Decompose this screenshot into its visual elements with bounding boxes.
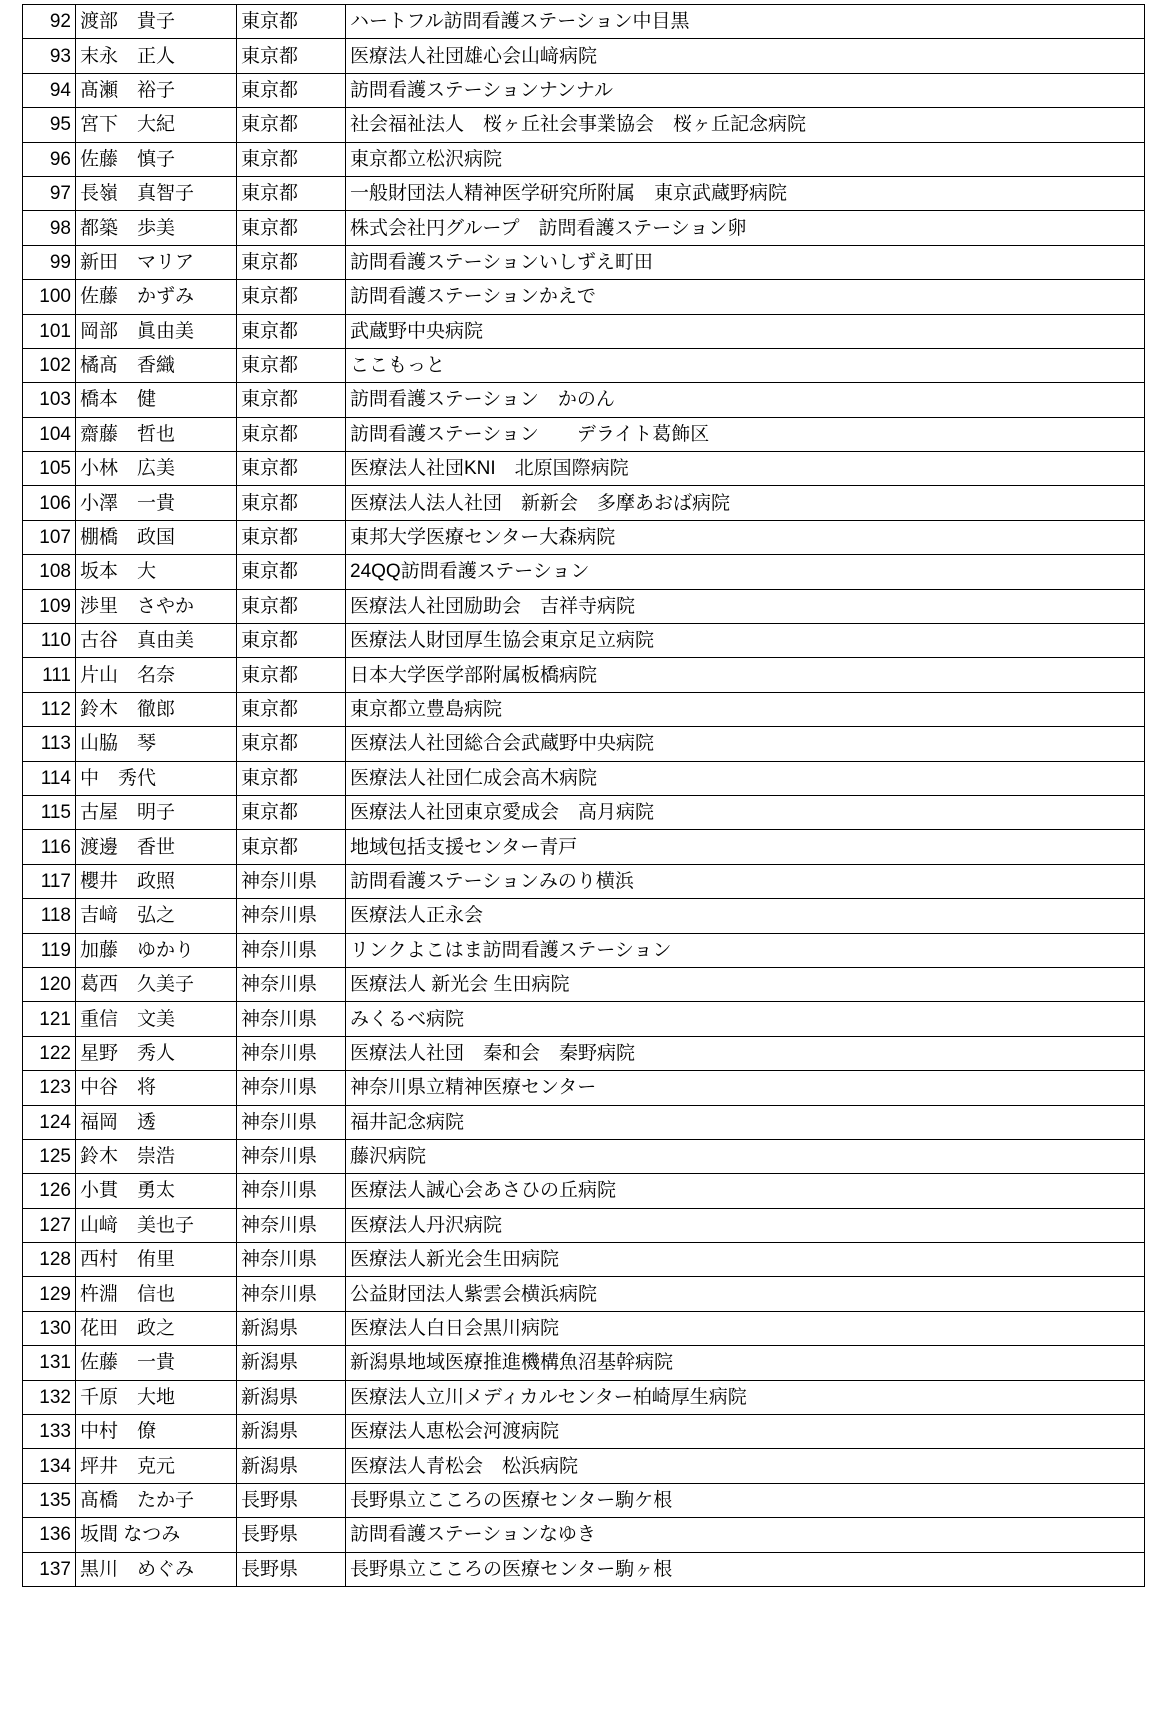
- cell-name: 髙橋 たか子: [76, 1483, 237, 1517]
- table-row: [23, 795, 1145, 829]
- cell-name: 橘髙 香織: [76, 348, 237, 382]
- cell-no: 95: [23, 108, 76, 142]
- cell-prefecture: 東京都: [237, 417, 346, 451]
- cell-organization: 医療法人社団仁成会高木病院: [346, 761, 1145, 795]
- cell-name: 吉﨑 弘之: [76, 899, 237, 933]
- cell-name: 長嶺 真智子: [76, 176, 237, 210]
- cell-name: 棚橋 政国: [76, 520, 237, 554]
- table-row: [23, 1346, 1145, 1380]
- table-row: [23, 39, 1145, 73]
- cell-prefecture: 東京都: [237, 795, 346, 829]
- cell-name: 重信 文美: [76, 1002, 237, 1036]
- cell-no: 109: [23, 589, 76, 623]
- cell-organization: 訪問看護ステーション デライト葛飾区: [346, 417, 1145, 451]
- cell-prefecture: 東京都: [237, 589, 346, 623]
- cell-no: 128: [23, 1243, 76, 1277]
- cell-no: 136: [23, 1518, 76, 1552]
- table-row: [23, 1518, 1145, 1552]
- table-row: [23, 211, 1145, 245]
- table-row: [23, 899, 1145, 933]
- cell-name: 宮下 大紀: [76, 108, 237, 142]
- cell-organization: 医療法人白日会黒川病院: [346, 1311, 1145, 1345]
- table-row: [23, 383, 1145, 417]
- cell-no: 120: [23, 967, 76, 1001]
- cell-organization: 医療法人立川メディカルセンター柏崎厚生病院: [346, 1380, 1145, 1414]
- cell-prefecture: 長野県: [237, 1552, 346, 1586]
- cell-prefecture: 東京都: [237, 348, 346, 382]
- cell-no: 106: [23, 486, 76, 520]
- cell-no: 119: [23, 933, 76, 967]
- table-row: [23, 486, 1145, 520]
- cell-no: 97: [23, 176, 76, 210]
- cell-no: 126: [23, 1174, 76, 1208]
- cell-organization: 医療法人社団KNI 北原国際病院: [346, 452, 1145, 486]
- cell-no: 108: [23, 555, 76, 589]
- cell-name: 小澤 一貴: [76, 486, 237, 520]
- cell-name: 佐藤 一貴: [76, 1346, 237, 1380]
- cell-no: 130: [23, 1311, 76, 1345]
- table-row: [23, 830, 1145, 864]
- cell-name: 齋藤 哲也: [76, 417, 237, 451]
- cell-organization: 株式会社円グループ 訪問看護ステーション卵: [346, 211, 1145, 245]
- cell-no: 114: [23, 761, 76, 795]
- table-row: [23, 73, 1145, 107]
- cell-prefecture: 神奈川県: [237, 1174, 346, 1208]
- cell-organization: 医療法人新光会生田病院: [346, 1243, 1145, 1277]
- cell-organization: 医療法人社団励助会 吉祥寺病院: [346, 589, 1145, 623]
- cell-no: 124: [23, 1105, 76, 1139]
- cell-name: 葛西 久美子: [76, 967, 237, 1001]
- cell-organization: 医療法人恵松会河渡病院: [346, 1415, 1145, 1449]
- cell-organization: 医療法人財団厚生協会東京足立病院: [346, 624, 1145, 658]
- cell-name: 橋本 健: [76, 383, 237, 417]
- cell-organization: 東京都立松沢病院: [346, 142, 1145, 176]
- cell-prefecture: 神奈川県: [237, 1105, 346, 1139]
- table-row: [23, 1071, 1145, 1105]
- cell-organization: 東京都立豊島病院: [346, 692, 1145, 726]
- cell-prefecture: 長野県: [237, 1483, 346, 1517]
- cell-name: 古谷 真由美: [76, 624, 237, 658]
- cell-organization: 医療法人誠心会あさひの丘病院: [346, 1174, 1145, 1208]
- cell-prefecture: 神奈川県: [237, 1277, 346, 1311]
- cell-prefecture: 神奈川県: [237, 864, 346, 898]
- cell-no: 122: [23, 1036, 76, 1070]
- cell-no: 131: [23, 1346, 76, 1380]
- cell-prefecture: 東京都: [237, 658, 346, 692]
- cell-no: 135: [23, 1483, 76, 1517]
- cell-name: 中谷 将: [76, 1071, 237, 1105]
- cell-prefecture: 東京都: [237, 108, 346, 142]
- cell-prefecture: 新潟県: [237, 1415, 346, 1449]
- cell-organization: 社会福祉法人 桜ヶ丘社会事業協会 桜ヶ丘記念病院: [346, 108, 1145, 142]
- cell-name: 小林 広美: [76, 452, 237, 486]
- cell-no: 132: [23, 1380, 76, 1414]
- cell-no: 125: [23, 1139, 76, 1173]
- table-row: [23, 176, 1145, 210]
- table-row: [23, 1105, 1145, 1139]
- cell-no: 117: [23, 864, 76, 898]
- cell-name: 加藤 ゆかり: [76, 933, 237, 967]
- cell-prefecture: 新潟県: [237, 1380, 346, 1414]
- cell-organization: 医療法人青松会 松浜病院: [346, 1449, 1145, 1483]
- table-row: [23, 1552, 1145, 1586]
- cell-name: 櫻井 政照: [76, 864, 237, 898]
- table-row: [23, 589, 1145, 623]
- cell-prefecture: 神奈川県: [237, 1071, 346, 1105]
- table-row: [23, 142, 1145, 176]
- table-row: [23, 933, 1145, 967]
- cell-no: 134: [23, 1449, 76, 1483]
- cell-organization: 公益財団法人紫雲会横浜病院: [346, 1277, 1145, 1311]
- cell-organization: 24QQ訪問看護ステーション: [346, 555, 1145, 589]
- table-row: [23, 1174, 1145, 1208]
- cell-prefecture: 東京都: [237, 280, 346, 314]
- cell-no: 99: [23, 245, 76, 279]
- cell-prefecture: 東京都: [237, 211, 346, 245]
- cell-no: 121: [23, 1002, 76, 1036]
- cell-no: 129: [23, 1277, 76, 1311]
- cell-prefecture: 東京都: [237, 830, 346, 864]
- cell-prefecture: 東京都: [237, 761, 346, 795]
- cell-organization: 医療法人社団雄心会山﨑病院: [346, 39, 1145, 73]
- cell-organization: 武蔵野中央病院: [346, 314, 1145, 348]
- cell-organization: 医療法人丹沢病院: [346, 1208, 1145, 1242]
- cell-prefecture: 東京都: [237, 245, 346, 279]
- cell-name: 末永 正人: [76, 39, 237, 73]
- cell-name: 古屋 明子: [76, 795, 237, 829]
- cell-name: 岡部 眞由美: [76, 314, 237, 348]
- cell-no: 101: [23, 314, 76, 348]
- roster-table-body: [23, 5, 1145, 1587]
- cell-organization: 神奈川県立精神医療センター: [346, 1071, 1145, 1105]
- cell-prefecture: 東京都: [237, 486, 346, 520]
- cell-no: 104: [23, 417, 76, 451]
- cell-no: 105: [23, 452, 76, 486]
- cell-prefecture: 東京都: [237, 727, 346, 761]
- table-row: [23, 1208, 1145, 1242]
- cell-name: 花田 政之: [76, 1311, 237, 1345]
- table-row: [23, 108, 1145, 142]
- table-row: [23, 1277, 1145, 1311]
- cell-no: 112: [23, 692, 76, 726]
- cell-name: 星野 秀人: [76, 1036, 237, 1070]
- cell-name: 渡部 貴子: [76, 5, 237, 39]
- cell-prefecture: 東京都: [237, 39, 346, 73]
- cell-organization: 藤沢病院: [346, 1139, 1145, 1173]
- cell-name: 髙瀬 裕子: [76, 73, 237, 107]
- cell-no: 137: [23, 1552, 76, 1586]
- table-row: [23, 417, 1145, 451]
- cell-prefecture: 長野県: [237, 1518, 346, 1552]
- cell-name: 坂間 なつみ: [76, 1518, 237, 1552]
- cell-organization: 訪問看護ステーション かのん: [346, 383, 1145, 417]
- table-row: [23, 1002, 1145, 1036]
- cell-organization: 医療法人法人社団 新新会 多摩あおば病院: [346, 486, 1145, 520]
- cell-name: 福岡 透: [76, 1105, 237, 1139]
- cell-prefecture: 東京都: [237, 383, 346, 417]
- cell-organization: ハートフル訪問看護ステーション中目黒: [346, 5, 1145, 39]
- cell-no: 111: [23, 658, 76, 692]
- cell-name: 坪井 克元: [76, 1449, 237, 1483]
- cell-no: 123: [23, 1071, 76, 1105]
- cell-name: 渉里 さやか: [76, 589, 237, 623]
- cell-organization: 長野県立こころの医療センター駒ケ根: [346, 1483, 1145, 1517]
- table-row: [23, 520, 1145, 554]
- cell-prefecture: 神奈川県: [237, 899, 346, 933]
- table-row: [23, 1139, 1145, 1173]
- cell-prefecture: 東京都: [237, 452, 346, 486]
- cell-no: 133: [23, 1415, 76, 1449]
- table-row: [23, 1380, 1145, 1414]
- cell-organization: 福井記念病院: [346, 1105, 1145, 1139]
- cell-prefecture: 神奈川県: [237, 1036, 346, 1070]
- cell-no: 100: [23, 280, 76, 314]
- cell-prefecture: 新潟県: [237, 1346, 346, 1380]
- cell-name: 新田 マリア: [76, 245, 237, 279]
- table-row: [23, 1415, 1145, 1449]
- cell-prefecture: 東京都: [237, 176, 346, 210]
- cell-no: 107: [23, 520, 76, 554]
- cell-name: 都築 歩美: [76, 211, 237, 245]
- cell-prefecture: 新潟県: [237, 1311, 346, 1345]
- cell-name: 杵淵 信也: [76, 1277, 237, 1311]
- table-row: [23, 1036, 1145, 1070]
- cell-name: 西村 侑里: [76, 1243, 237, 1277]
- table-row: [23, 452, 1145, 486]
- cell-no: 98: [23, 211, 76, 245]
- cell-organization: 訪問看護ステーションいしずえ町田: [346, 245, 1145, 279]
- cell-organization: 医療法人 新光会 生田病院: [346, 967, 1145, 1001]
- cell-name: 中村 僚: [76, 1415, 237, 1449]
- table-row: [23, 727, 1145, 761]
- cell-organization: リンクよこはま訪問看護ステーション: [346, 933, 1145, 967]
- cell-prefecture: 新潟県: [237, 1449, 346, 1483]
- cell-no: 127: [23, 1208, 76, 1242]
- cell-prefecture: 東京都: [237, 314, 346, 348]
- cell-organization: 訪問看護ステーションみのり横浜: [346, 864, 1145, 898]
- cell-name: 佐藤 慎子: [76, 142, 237, 176]
- cell-name: 山脇 琴: [76, 727, 237, 761]
- cell-name: 片山 名奈: [76, 658, 237, 692]
- cell-organization: 一般財団法人精神医学研究所附属 東京武蔵野病院: [346, 176, 1145, 210]
- cell-prefecture: 神奈川県: [237, 1002, 346, 1036]
- cell-prefecture: 東京都: [237, 692, 346, 726]
- cell-prefecture: 東京都: [237, 624, 346, 658]
- cell-organization: 地域包括支援センター青戸: [346, 830, 1145, 864]
- cell-name: 山﨑 美也子: [76, 1208, 237, 1242]
- cell-no: 96: [23, 142, 76, 176]
- cell-no: 93: [23, 39, 76, 73]
- cell-name: 小貫 勇太: [76, 1174, 237, 1208]
- table-row: [23, 1449, 1145, 1483]
- cell-organization: 訪問看護ステーションかえで: [346, 280, 1145, 314]
- table-row: [23, 692, 1145, 726]
- cell-no: 92: [23, 5, 76, 39]
- cell-no: 113: [23, 727, 76, 761]
- cell-no: 103: [23, 383, 76, 417]
- table-row: [23, 624, 1145, 658]
- table-row: [23, 314, 1145, 348]
- cell-prefecture: 東京都: [237, 555, 346, 589]
- table-row: [23, 245, 1145, 279]
- cell-name: 黒川 めぐみ: [76, 1552, 237, 1586]
- table-row: [23, 864, 1145, 898]
- cell-prefecture: 東京都: [237, 73, 346, 107]
- table-row: [23, 5, 1145, 39]
- cell-organization: 医療法人社団総合会武蔵野中央病院: [346, 727, 1145, 761]
- cell-prefecture: 神奈川県: [237, 933, 346, 967]
- cell-no: 118: [23, 899, 76, 933]
- cell-organization: 東邦大学医療センター大森病院: [346, 520, 1145, 554]
- cell-organization: ここもっと: [346, 348, 1145, 382]
- table-row: [23, 1243, 1145, 1277]
- table-row: [23, 1311, 1145, 1345]
- cell-name: 佐藤 かずみ: [76, 280, 237, 314]
- cell-organization: みくるべ病院: [346, 1002, 1145, 1036]
- cell-prefecture: 東京都: [237, 142, 346, 176]
- cell-prefecture: 神奈川県: [237, 1208, 346, 1242]
- cell-name: 千原 大地: [76, 1380, 237, 1414]
- table-row: [23, 280, 1145, 314]
- cell-name: 鈴木 徹郎: [76, 692, 237, 726]
- table-row: [23, 967, 1145, 1001]
- cell-organization: 医療法人正永会: [346, 899, 1145, 933]
- cell-prefecture: 神奈川県: [237, 967, 346, 1001]
- cell-prefecture: 神奈川県: [237, 1139, 346, 1173]
- table-row: [23, 348, 1145, 382]
- cell-name: 坂本 大: [76, 555, 237, 589]
- table-row: [23, 1483, 1145, 1517]
- table-row: [23, 555, 1145, 589]
- table-row: [23, 761, 1145, 795]
- cell-no: 116: [23, 830, 76, 864]
- cell-organization: 医療法人社団東京愛成会 高月病院: [346, 795, 1145, 829]
- cell-name: 渡邊 香世: [76, 830, 237, 864]
- cell-no: 110: [23, 624, 76, 658]
- cell-prefecture: 東京都: [237, 5, 346, 39]
- cell-name: 中 秀代: [76, 761, 237, 795]
- cell-organization: 訪問看護ステーションなゆき: [346, 1518, 1145, 1552]
- table-row: [23, 658, 1145, 692]
- cell-prefecture: 東京都: [237, 520, 346, 554]
- cell-organization: 新潟県地域医療推進機構魚沼基幹病院: [346, 1346, 1145, 1380]
- cell-name: 鈴木 崇浩: [76, 1139, 237, 1173]
- cell-no: 102: [23, 348, 76, 382]
- roster-table: [22, 4, 1145, 1587]
- cell-organization: 医療法人社団 秦和会 秦野病院: [346, 1036, 1145, 1070]
- cell-no: 94: [23, 73, 76, 107]
- cell-organization: 日本大学医学部附属板橋病院: [346, 658, 1145, 692]
- cell-prefecture: 神奈川県: [237, 1243, 346, 1277]
- cell-no: 115: [23, 795, 76, 829]
- cell-organization: 長野県立こころの医療センター駒ヶ根: [346, 1552, 1145, 1586]
- cell-organization: 訪問看護ステーションナンナル: [346, 73, 1145, 107]
